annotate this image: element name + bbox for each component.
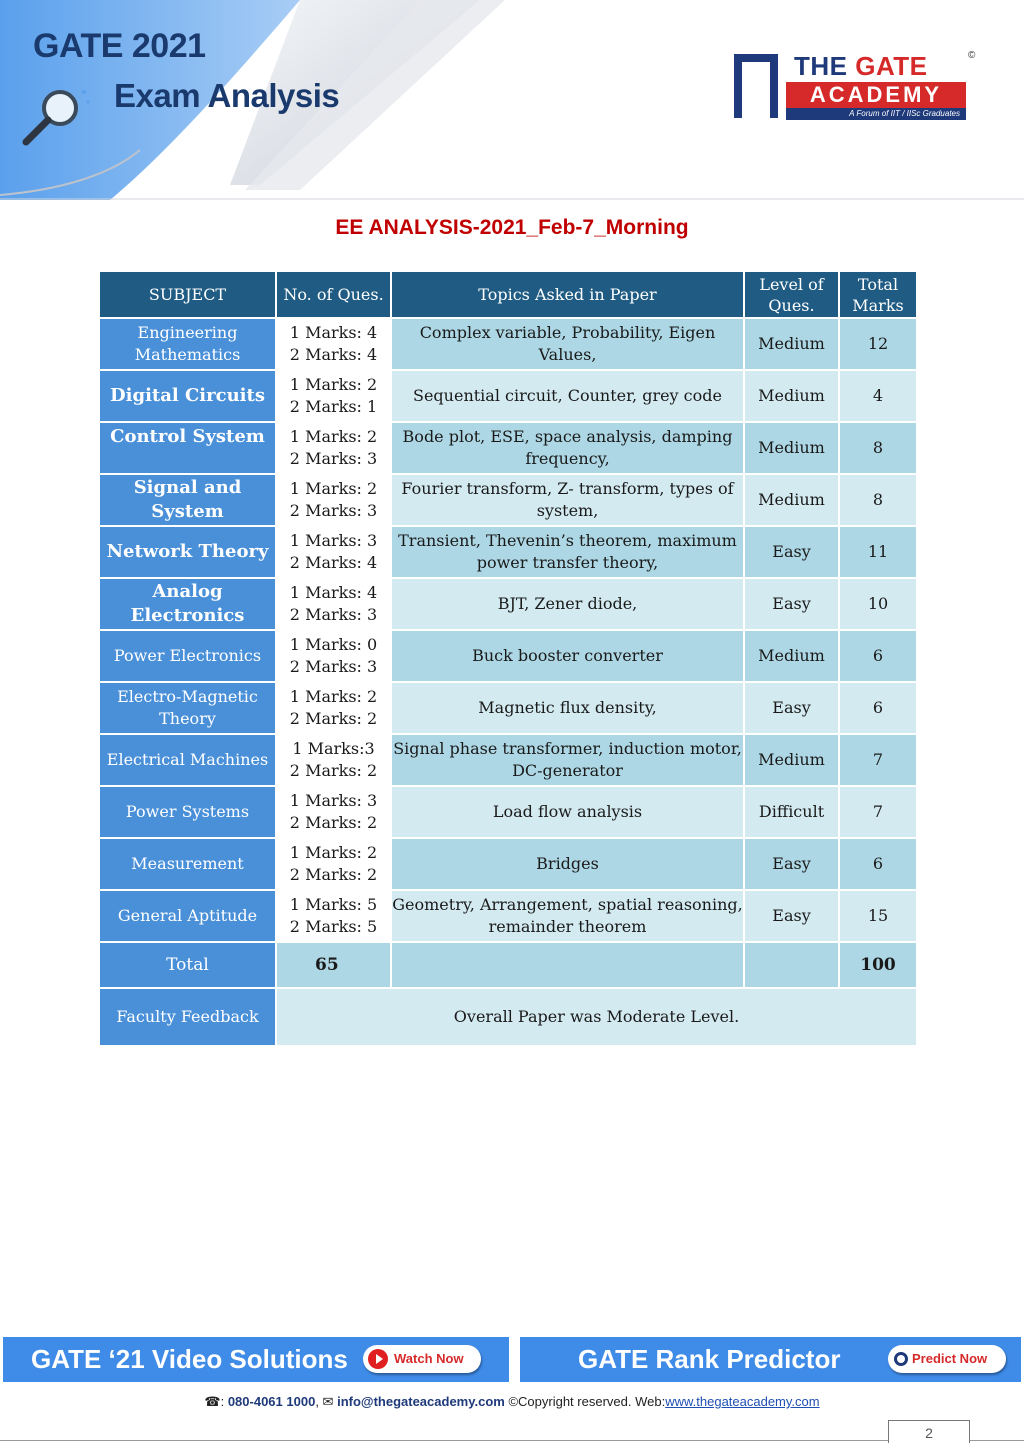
level-cell: Easy xyxy=(744,578,839,630)
table-row xyxy=(99,890,917,942)
target-icon xyxy=(894,1352,908,1366)
total-label: Total xyxy=(99,942,276,988)
header-level: Level of Ques. xyxy=(744,271,839,318)
marks-cell: 1 Marks: 3 2 Marks: 2 xyxy=(276,786,391,838)
marks-cell: 1 Marks: 2 2 Marks: 1 xyxy=(276,370,391,422)
topics-cell: Sequential circuit, Counter, grey code xyxy=(391,370,744,422)
total-marks-cell: 15 xyxy=(839,890,917,942)
rank-predictor-label: GATE Rank Predictor xyxy=(578,1344,841,1374)
subject-cell: Analog Electronics xyxy=(99,578,276,630)
feedback-row xyxy=(99,988,917,1046)
table-row xyxy=(99,422,917,474)
video-solutions-label: GATE ‘21 Video Solutions xyxy=(31,1344,348,1374)
total-level-empty xyxy=(744,942,839,988)
logo-academy: ACADEMY xyxy=(786,82,966,108)
phone-number: 080-4061 1000 xyxy=(227,1394,316,1409)
marks-cell: 1 Marks: 2 2 Marks: 2 xyxy=(276,838,391,890)
total-topics-empty xyxy=(391,942,744,988)
marks-cell: 1 Marks: 4 2 Marks: 4 xyxy=(276,318,391,370)
subject-cell: Network Theory xyxy=(99,526,276,578)
feedback-label: Faculty Feedback xyxy=(99,988,276,1046)
level-cell: Easy xyxy=(744,682,839,734)
total-marks: 100 xyxy=(839,942,917,988)
marks-cell: 1 Marks: 2 2 Marks: 2 xyxy=(276,682,391,734)
marks-cell: 1 Marks: 0 2 Marks: 3 xyxy=(276,630,391,682)
logo-tagline: A Forum of IIT / IISc Graduates xyxy=(786,108,966,120)
total-marks-cell: 4 xyxy=(839,370,917,422)
level-cell: Easy xyxy=(744,838,839,890)
logo-the: THE xyxy=(794,51,848,81)
level-cell: Medium xyxy=(744,318,839,370)
logo-gate: GATE xyxy=(855,51,928,81)
table-row xyxy=(99,318,917,370)
subject-cell: Electro-Magnetic Theory xyxy=(99,682,276,734)
total-marks-cell: 8 xyxy=(839,422,917,474)
marks-cell: 1 Marks:3 2 Marks: 2 xyxy=(276,734,391,786)
table-row xyxy=(99,630,917,682)
header-subject: SUBJECT xyxy=(99,271,276,318)
subject-cell: Signal and System xyxy=(99,474,276,526)
video-solutions-banner[interactable] xyxy=(3,1337,509,1382)
total-marks-cell: 10 xyxy=(839,578,917,630)
total-questions: 65 xyxy=(276,942,391,988)
table-row xyxy=(99,370,917,422)
subject-cell: Engineering Mathematics xyxy=(99,318,276,370)
total-marks-cell: 8 xyxy=(839,474,917,526)
table-row xyxy=(99,786,917,838)
header-no-of-ques: No. of Ques. xyxy=(276,271,391,318)
topics-cell: BJT, Zener diode, xyxy=(391,578,744,630)
topics-cell: Fourier transform, Z- transform, types of system, xyxy=(391,474,744,526)
total-marks-cell: 12 xyxy=(839,318,917,370)
website-link[interactable]: www.thegateacademy.com xyxy=(665,1394,820,1409)
subject-cell: Power Systems xyxy=(99,786,276,838)
table-row xyxy=(99,838,917,890)
total-marks-cell: 6 xyxy=(839,630,917,682)
header-title: GATE 2021 xyxy=(33,27,206,65)
total-marks-cell: 6 xyxy=(839,682,917,734)
logo-mark xyxy=(734,54,778,118)
level-cell: Medium xyxy=(744,422,839,474)
topics-cell: Signal phase transformer, induction motor, DC-generator xyxy=(391,734,744,786)
predict-now-button[interactable]: Predict Now xyxy=(888,1345,1006,1373)
table-row xyxy=(99,526,917,578)
page-number: 2 xyxy=(888,1420,970,1443)
level-cell: Medium xyxy=(744,630,839,682)
topics-cell: Geometry, Arrangement, spatial reasoning, remainder theorem xyxy=(391,890,744,942)
header-subtitle: Exam Analysis xyxy=(114,77,340,114)
subject-cell: Power Electronics xyxy=(99,630,276,682)
marks-cell: 1 Marks: 3 2 Marks: 4 xyxy=(276,526,391,578)
table-header-row xyxy=(99,271,917,318)
subject-cell: Digital Circuits xyxy=(99,370,276,422)
watch-now-button[interactable]: Watch Now xyxy=(363,1345,481,1373)
play-icon xyxy=(368,1349,388,1369)
total-marks-cell: 11 xyxy=(839,526,917,578)
topics-cell: Buck booster converter xyxy=(391,630,744,682)
table-row xyxy=(99,474,917,526)
feedback-text: Overall Paper was Moderate Level. xyxy=(276,988,917,1046)
level-cell: Easy xyxy=(744,526,839,578)
topics-cell: Magnetic flux density, xyxy=(391,682,744,734)
marks-cell: 1 Marks: 4 2 Marks: 3 xyxy=(276,578,391,630)
total-marks-cell: 7 xyxy=(839,786,917,838)
total-marks-cell: 7 xyxy=(839,734,917,786)
table-row xyxy=(99,734,917,786)
footer-divider xyxy=(0,1440,1024,1441)
level-cell: Medium xyxy=(744,474,839,526)
header-topics: Topics Asked in Paper xyxy=(391,271,744,318)
contact-line: ☎: 080-4061 1000, ✉ info@thegateacademy.com ©Copyright reserved. Web:www.thegateacademy.com xyxy=(204,1394,820,1409)
level-cell: Easy xyxy=(744,890,839,942)
topics-cell: Load flow analysis xyxy=(391,786,744,838)
logo-wordmark xyxy=(794,52,928,80)
level-cell: Medium xyxy=(744,370,839,422)
subject-cell: Control System xyxy=(99,422,276,474)
mail-icon: ✉ xyxy=(322,1394,334,1409)
topics-cell: Bode plot, ESE, space analysis, damping frequency, xyxy=(391,422,744,474)
table-row xyxy=(99,682,917,734)
subject-cell: General Aptitude xyxy=(99,890,276,942)
phone-icon: ☎ xyxy=(204,1394,221,1409)
email-address[interactable]: info@thegateacademy.com xyxy=(337,1394,505,1409)
subject-cell: Measurement xyxy=(99,838,276,890)
topics-cell: Bridges xyxy=(391,838,744,890)
rank-predictor-banner[interactable] xyxy=(520,1337,1021,1382)
marks-cell: 1 Marks: 2 2 Marks: 3 xyxy=(276,474,391,526)
header-total: Total Marks xyxy=(839,271,917,318)
level-cell: Difficult xyxy=(744,786,839,838)
topics-cell: Complex variable, Probability, Eigen Values, xyxy=(391,318,744,370)
total-row xyxy=(99,942,917,988)
copyright-text: ©Copyright reserved. Web: xyxy=(504,1394,666,1409)
logo-copyright-symbol: © xyxy=(968,50,976,61)
magnifier-icon xyxy=(18,84,90,148)
document-title: EE ANALYSIS-2021_Feb-7_Morning xyxy=(335,216,689,239)
topics-cell: Transient, Thevenin’s theorem, maximum power transfer theory, xyxy=(391,526,744,578)
analysis-table xyxy=(98,270,918,1047)
subject-cell: Electrical Machines xyxy=(99,734,276,786)
table-row xyxy=(99,578,917,630)
marks-cell: 1 Marks: 2 2 Marks: 3 xyxy=(276,422,391,474)
level-cell: Medium xyxy=(744,734,839,786)
the-gate-academy-logo xyxy=(734,50,979,122)
marks-cell: 1 Marks: 5 2 Marks: 5 xyxy=(276,890,391,942)
total-marks-cell: 6 xyxy=(839,838,917,890)
